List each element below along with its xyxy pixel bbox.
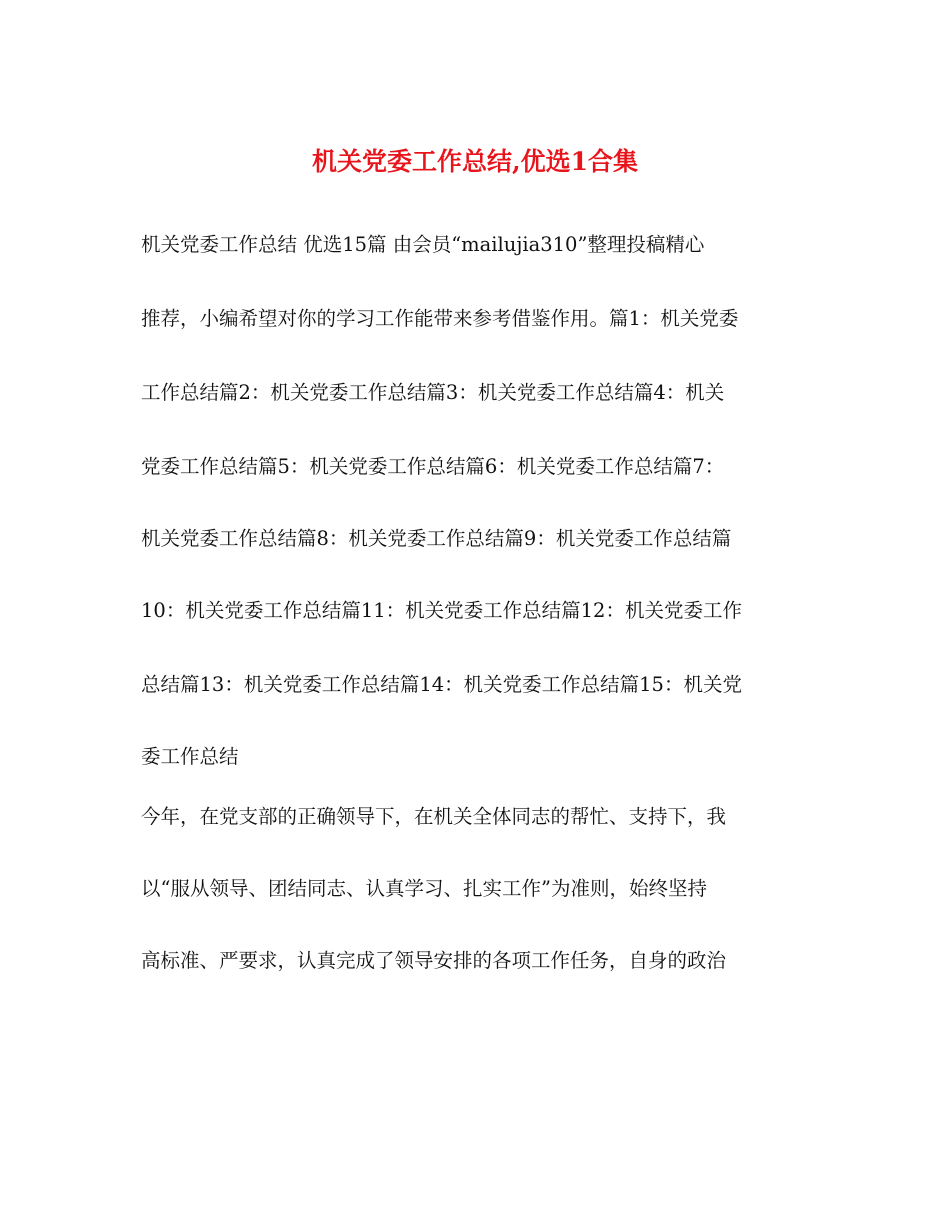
body-line-2: 推荐，小编希望对你的学习工作能带来参考借鉴作用。篇1：机关党委 [141,307,739,330]
body-line-1: 机关党委工作总结 优选15篇 由会员“mailujia310”整理投稿精心 [141,233,705,256]
body-line-3: 工作总结篇2：机关党委工作总结篇3：机关党委工作总结篇4：机关 [141,381,725,404]
document-title: 机关党委工作总结,优选1合集 [311,147,639,176]
body-line-5: 机关党委工作总结篇8：机关党委工作总结篇9：机关党委工作总结篇 [141,527,732,550]
body-line-8: 委工作总结 [141,745,239,768]
body-line-10: 以“服从领导、团结同志、认真学习、扎实工作”为准则，始终坚持 [141,877,707,900]
body-line-4: 党委工作总结篇5：机关党委工作总结篇6：机关党委工作总结篇7： [141,455,725,478]
body-line-6: 10：机关党委工作总结篇11：机关党委工作总结篇12：机关党委工作 [141,599,742,622]
body-line-11: 高标准、严要求，认真完成了领导安排的各项工作任务，自身的政治 [141,949,727,972]
body-line-9: 今年，在党支部的正确领导下，在机关全体同志的帮忙、支持下，我 [141,805,727,828]
body-line-7: 总结篇13：机关党委工作总结篇14：机关党委工作总结篇15：机关党 [141,673,742,696]
